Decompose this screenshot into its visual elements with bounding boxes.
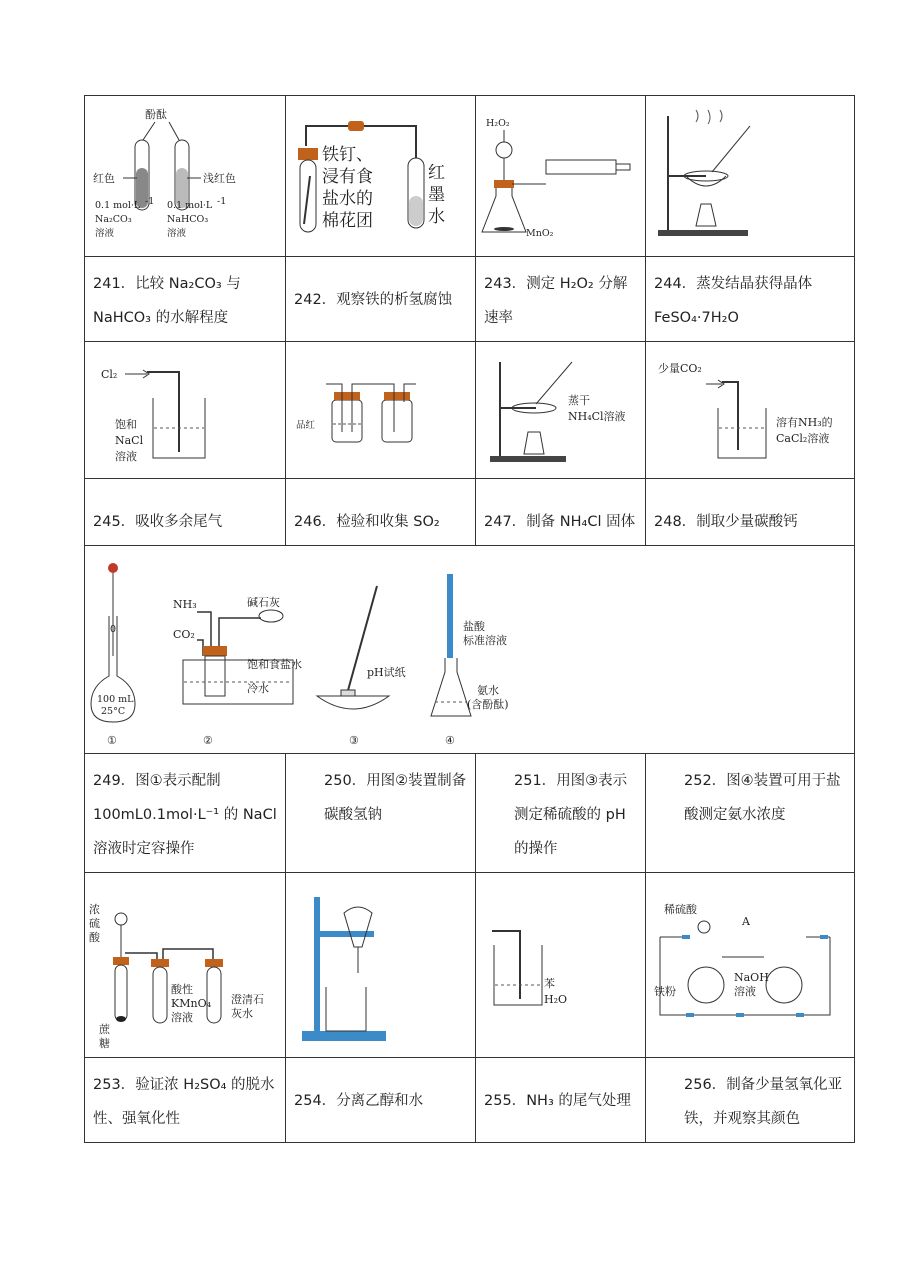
- nail-label-3: 盐水的: [322, 189, 373, 209]
- item-text: 制取少量碳酸钙: [696, 514, 798, 530]
- item-248: [646, 479, 855, 546]
- sugar-label-2: 糖: [99, 1037, 110, 1050]
- item-number: 246．: [294, 514, 337, 530]
- limewater-label-1: 澄清石: [231, 993, 264, 1006]
- cold-water-label: 冷水: [247, 682, 269, 695]
- item-text: 用图③表示测定稀硫酸的 pH 的操作: [514, 773, 628, 857]
- right-color-label: 浅红色: [203, 172, 236, 185]
- item-242: [286, 257, 476, 342]
- item-255: [476, 1058, 646, 1143]
- item-247: [476, 479, 646, 546]
- solution-label-2: CaCl₂溶液: [776, 432, 830, 445]
- zero-mark: 0: [110, 624, 117, 635]
- dilute-acid-label: 稀硫酸: [664, 903, 697, 916]
- acid-label-3: 酸: [89, 931, 100, 944]
- item-253: [85, 1058, 286, 1143]
- sugar-label-1: 蔗: [99, 1023, 110, 1036]
- item-number: 248．: [654, 514, 697, 530]
- right-solution: 溶液: [167, 228, 187, 239]
- figure-cell-249-252: [85, 546, 855, 754]
- right-solute: NaHCO₃: [167, 214, 209, 225]
- item-number: 244．: [654, 276, 697, 292]
- item-text: 检验和收集 SO₂: [336, 514, 440, 530]
- item-number: 245．: [93, 514, 136, 530]
- evap-label-2: NH₄Cl溶液: [568, 410, 626, 423]
- figure-num-2: ②: [203, 734, 213, 747]
- acid-label-1: 浓: [89, 903, 100, 916]
- nh4cl-evaporate-figure: [476, 342, 646, 478]
- left-conc: 0.1 mol·L: [95, 200, 141, 211]
- evap-label-1: 蒸干: [568, 394, 590, 407]
- figure-cell-248: [646, 342, 855, 479]
- flask-temp: 25°C: [101, 706, 126, 717]
- co2-label: 少量CO₂: [658, 362, 702, 375]
- ink-label-1: 红: [428, 163, 445, 183]
- saline-label-1: 饱和: [115, 418, 137, 431]
- kmno4-label-1: 酸性: [171, 983, 193, 996]
- acid-label-2: 硫: [89, 917, 100, 930]
- figure-cell-241: [85, 96, 286, 257]
- figure-cell-256: [646, 873, 855, 1058]
- item-number: 249．: [93, 773, 136, 789]
- item-number: 255．: [484, 1093, 527, 1109]
- right-conc: 0.1 mol·L: [167, 200, 213, 211]
- nh3-tail-gas-figure: [476, 873, 646, 1057]
- hcl-label-2: 标准溶液: [463, 634, 507, 647]
- ink-label-3: 水: [428, 207, 445, 227]
- left-solution: 溶液: [95, 228, 115, 239]
- item-text: 吸收多余尾气: [135, 514, 223, 530]
- figure-cell-254: [286, 873, 476, 1058]
- item-249: [85, 754, 286, 873]
- left-color-label: 红色: [93, 172, 115, 185]
- item-245: [85, 479, 286, 546]
- evaporation-figure: [646, 96, 855, 256]
- item-243: [476, 257, 646, 342]
- nail-label-1: 铁钉、: [322, 145, 373, 165]
- naoh-label-2: 溶液: [734, 985, 756, 998]
- caco3-figure: [646, 342, 855, 478]
- ink-label-2: 墨: [428, 185, 445, 205]
- item-text: 制备少量氢氧化亚铁，并观察其颜色: [684, 1077, 843, 1127]
- left-solute: Na₂CO₃: [95, 214, 132, 225]
- iron-corrosion-figure: [286, 96, 476, 256]
- item-text: NH₃ 的尾气处理: [526, 1093, 631, 1109]
- figure-num-4: ④: [445, 734, 455, 747]
- figure-cell-243: [476, 96, 646, 257]
- item-241: [85, 257, 286, 342]
- item-text: 测定 H₂O₂ 分解速率: [484, 276, 628, 326]
- figure-cell-242: [286, 96, 476, 257]
- item-text: 蒸发结晶获得晶体 FeSO₄·7H₂O: [654, 276, 813, 326]
- co2-label-2: CO₂: [173, 628, 195, 641]
- tail-gas-absorb-figure: [85, 342, 286, 478]
- benzene-label: 苯: [544, 977, 555, 990]
- item-text: 制备 NH₄Cl 固体: [526, 514, 636, 530]
- cl2-label: Cl₂: [101, 368, 118, 381]
- saline-label-3: 溶液: [115, 450, 137, 463]
- item-244: [646, 257, 855, 342]
- item-number: 250．: [324, 773, 367, 789]
- indicator-label: 酚酞: [145, 108, 167, 121]
- figure-cell-253: [85, 873, 286, 1058]
- combined-figure: [85, 546, 855, 753]
- ammonia-label-2: (含酚酞): [467, 698, 509, 711]
- decomposition-rate-figure: [476, 96, 646, 256]
- limewater-label-2: 灰水: [231, 1007, 253, 1020]
- ammonia-label-1: 氨水: [477, 684, 499, 697]
- item-text: 分离乙醇和水: [336, 1093, 424, 1109]
- separatory-funnel-figure: [286, 873, 476, 1057]
- hcl-label-1: 盐酸: [463, 620, 485, 633]
- fuchsine-label: 品红: [296, 420, 316, 431]
- item-number: 253．: [93, 1077, 136, 1093]
- figure-cell-255: [476, 873, 646, 1058]
- kmno4-label-2: KMnO₄: [171, 997, 211, 1010]
- item-text: 图①表示配制 100mL0.1mol·L⁻¹ 的 NaCl 溶液时定容操作: [93, 773, 277, 857]
- item-number: 256．: [684, 1077, 727, 1093]
- figure-num-1: ①: [107, 734, 117, 747]
- saline-label-2: NaCl: [115, 434, 144, 447]
- left-conc-sup: -1: [145, 196, 155, 207]
- nail-label-2: 浸有食: [322, 167, 373, 187]
- right-conc-sup: -1: [217, 196, 227, 207]
- item-251: [476, 754, 646, 873]
- figure-cell-247: [476, 342, 646, 479]
- test-tubes-figure: [85, 96, 286, 256]
- water-label: H₂O: [544, 993, 568, 1006]
- so2-collect-figure: [286, 342, 476, 478]
- item-number: 252．: [684, 773, 727, 789]
- figure-num-3: ③: [349, 734, 359, 747]
- naoh-label-1: NaOH: [734, 971, 769, 984]
- item-number: 251．: [514, 773, 557, 789]
- figure-cell-244: [646, 96, 855, 257]
- item-text: 图④装置可用于盐酸测定氨水浓度: [684, 773, 841, 823]
- mno2-label: MnO₂: [526, 228, 554, 239]
- ph-paper-label: pH试纸: [367, 666, 406, 679]
- item-text: 比较 Na₂CO₃ 与 NaHCO₃ 的水解程度: [93, 276, 241, 326]
- item-number: 241．: [93, 276, 136, 292]
- sulfuric-acid-figure: [85, 873, 286, 1057]
- h2o2-label: H₂O₂: [486, 118, 510, 129]
- item-number: 254．: [294, 1093, 337, 1109]
- item-number: 243．: [484, 276, 527, 292]
- brine-label: 饱和食盐水: [247, 658, 302, 671]
- nh3-label: NH₃: [173, 598, 197, 611]
- nail-label-4: 棉花团: [322, 211, 373, 231]
- flask-volume: 100 mL: [97, 694, 134, 705]
- item-250: [286, 754, 476, 873]
- item-256: [646, 1058, 855, 1143]
- item-text: 验证浓 H₂SO₄ 的脱水性、强氧化性: [93, 1077, 275, 1127]
- figure-cell-245: [85, 342, 286, 479]
- item-text: 观察铁的析氢腐蚀: [336, 292, 453, 308]
- valve-a-label: A: [742, 915, 750, 928]
- item-252: [646, 754, 855, 873]
- item-number: 242．: [294, 292, 337, 308]
- item-246: [286, 479, 476, 546]
- item-number: 247．: [484, 514, 527, 530]
- soda-lime-label: 碱石灰: [247, 596, 280, 609]
- iron-powder-label: 铁粉: [654, 985, 676, 998]
- item-text: 用图②装置制备碳酸氢钠: [324, 773, 467, 823]
- experiment-table: [84, 95, 854, 1143]
- figure-cell-246: [286, 342, 476, 479]
- kmno4-label-3: 溶液: [171, 1011, 193, 1024]
- solution-label-1: 溶有NH₃的: [776, 416, 833, 429]
- feoh2-figure: [646, 873, 855, 1057]
- item-254: [286, 1058, 476, 1143]
